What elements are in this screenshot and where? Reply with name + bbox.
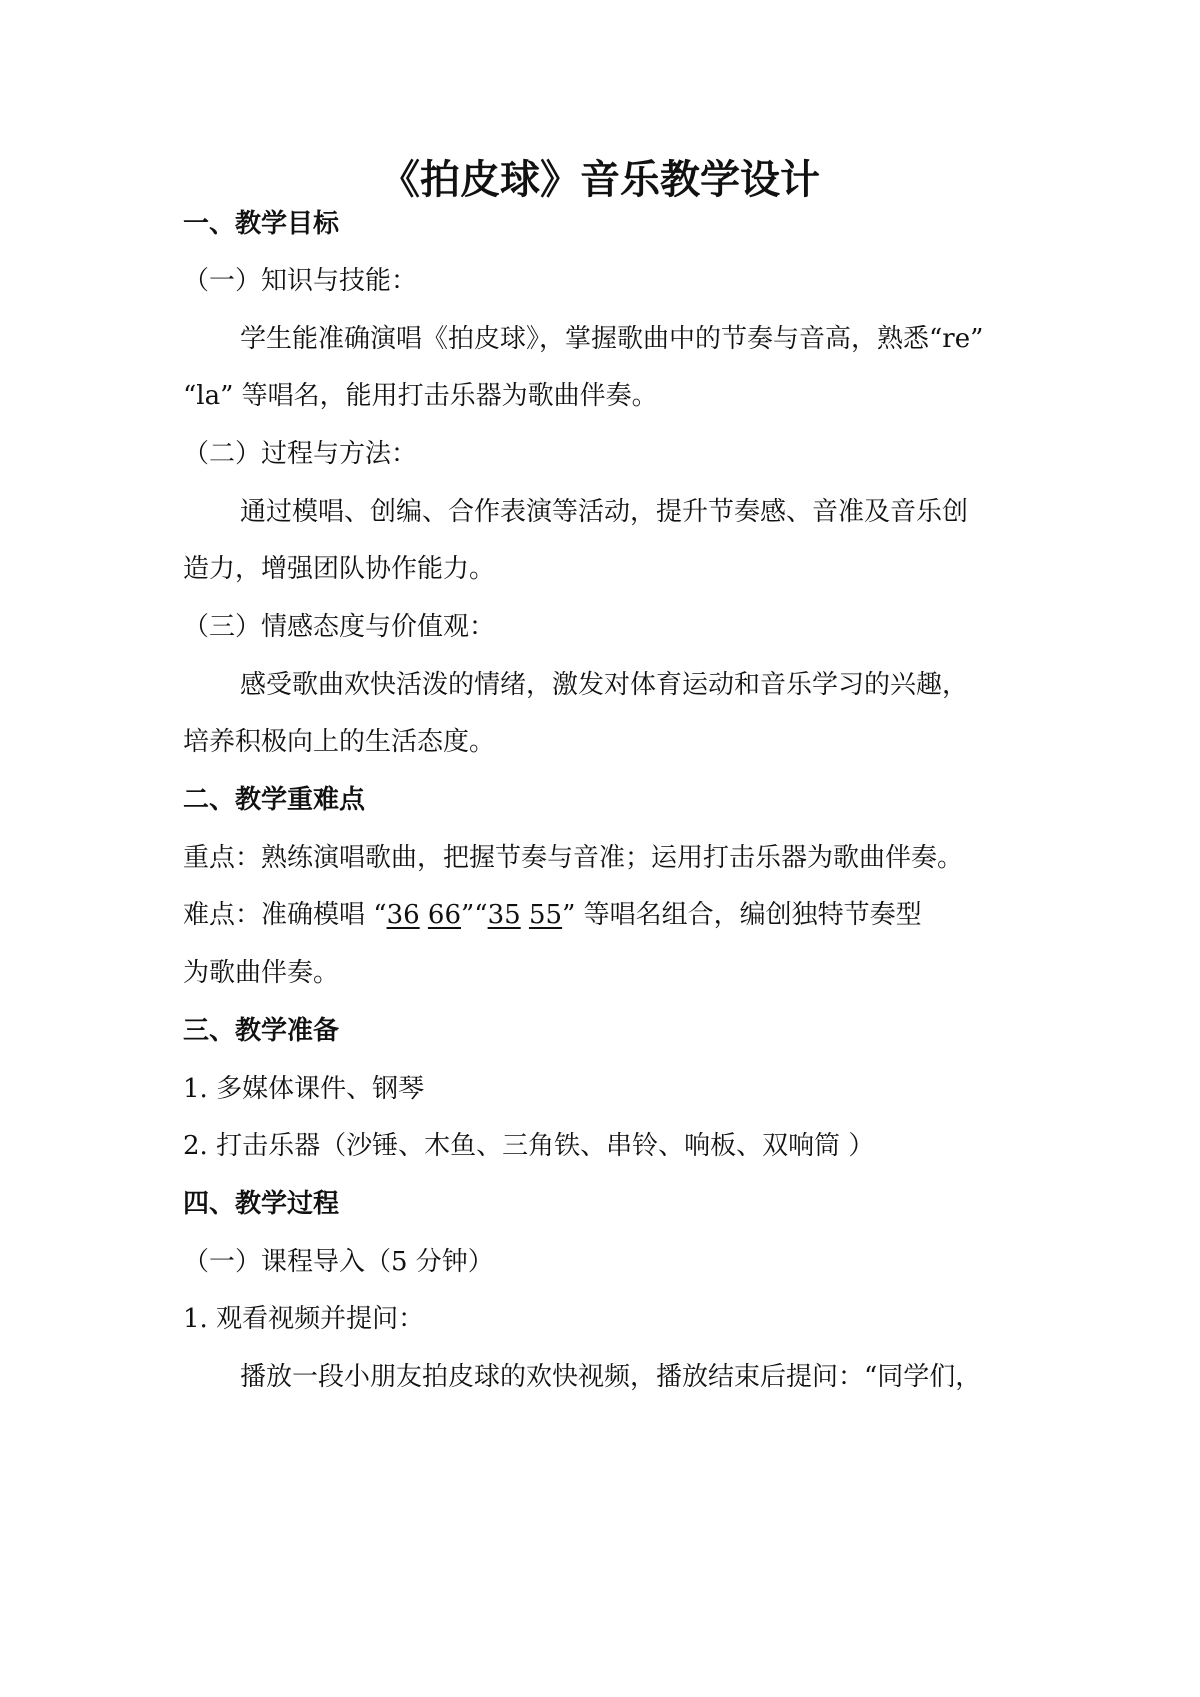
subheading-introduction: （一）课程导入（5 分钟） <box>183 1247 494 1277</box>
list-item-multimedia: 1. 多媒体课件、钢琴 <box>183 1074 425 1104</box>
section-heading-key-difficult: 二、教学重难点 <box>183 785 366 815</box>
paragraph-process-line1: 通过模唱、创编、合作表演等活动，提升节奏感、音准及音乐创 <box>240 497 969 527</box>
paragraph-emotion-line2: 培养积极向上的生活态度。 <box>183 727 496 757</box>
spacer <box>420 900 428 930</box>
section-heading-preparation: 三、教学准备 <box>183 1016 340 1046</box>
list-item-watch-video: 1. 观看视频并提问： <box>183 1304 425 1334</box>
subheading-knowledge-skills: （一）知识与技能： <box>183 266 418 296</box>
paragraph-video-question: 播放一段小朋友拍皮球的欢快视频，播放结束后提问：“同学们， <box>240 1362 982 1392</box>
solfege-number-55: 55 <box>528 900 563 930</box>
paragraph-process-line2: 造力，增强团队协作能力。 <box>183 554 496 584</box>
quote-separator: ”“ <box>461 900 488 930</box>
spacer <box>521 900 529 930</box>
paragraph-knowledge-line2: “la” 等唱名，能用打击乐器为歌曲伴奏。 <box>183 381 658 411</box>
section-heading-objectives: 一、教学目标 <box>183 209 340 239</box>
document-title: 《拍皮球》音乐教学设计 <box>380 156 820 203</box>
paragraph-knowledge-line1: 学生能准确演唱《拍皮球》，掌握歌曲中的节奏与音高，熟悉“re” <box>240 324 984 354</box>
solfege-number-66: 66 <box>427 900 462 930</box>
difficult-suffix: ” 等唱名组合，编创独特节奏型 <box>562 900 922 930</box>
solfege-number-36: 36 <box>386 900 420 930</box>
section-heading-process: 四、教学过程 <box>183 1189 340 1219</box>
subheading-emotion-values: （三）情感态度与价值观： <box>183 612 496 642</box>
paragraph-difficult-point-line1 <box>183 897 922 933</box>
difficult-prefix: 难点：准确模唱 “ <box>183 900 387 930</box>
list-item-percussion: 2. 打击乐器（沙锤、木鱼、三角铁、串铃、响板、双响筒 ） <box>183 1131 875 1161</box>
paragraph-emotion-line1: 感受歌曲欢快活泼的情绪，激发对体育运动和音乐学习的兴趣， <box>240 670 969 700</box>
paragraph-key-point: 重点：熟练演唱歌曲，把握节奏与音准；运用打击乐器为歌曲伴奏。 <box>183 843 964 873</box>
solfege-number-35: 35 <box>487 900 521 930</box>
subheading-process-methods: （二）过程与方法： <box>183 439 418 469</box>
paragraph-difficult-point-line2: 为歌曲伴奏。 <box>183 958 340 988</box>
